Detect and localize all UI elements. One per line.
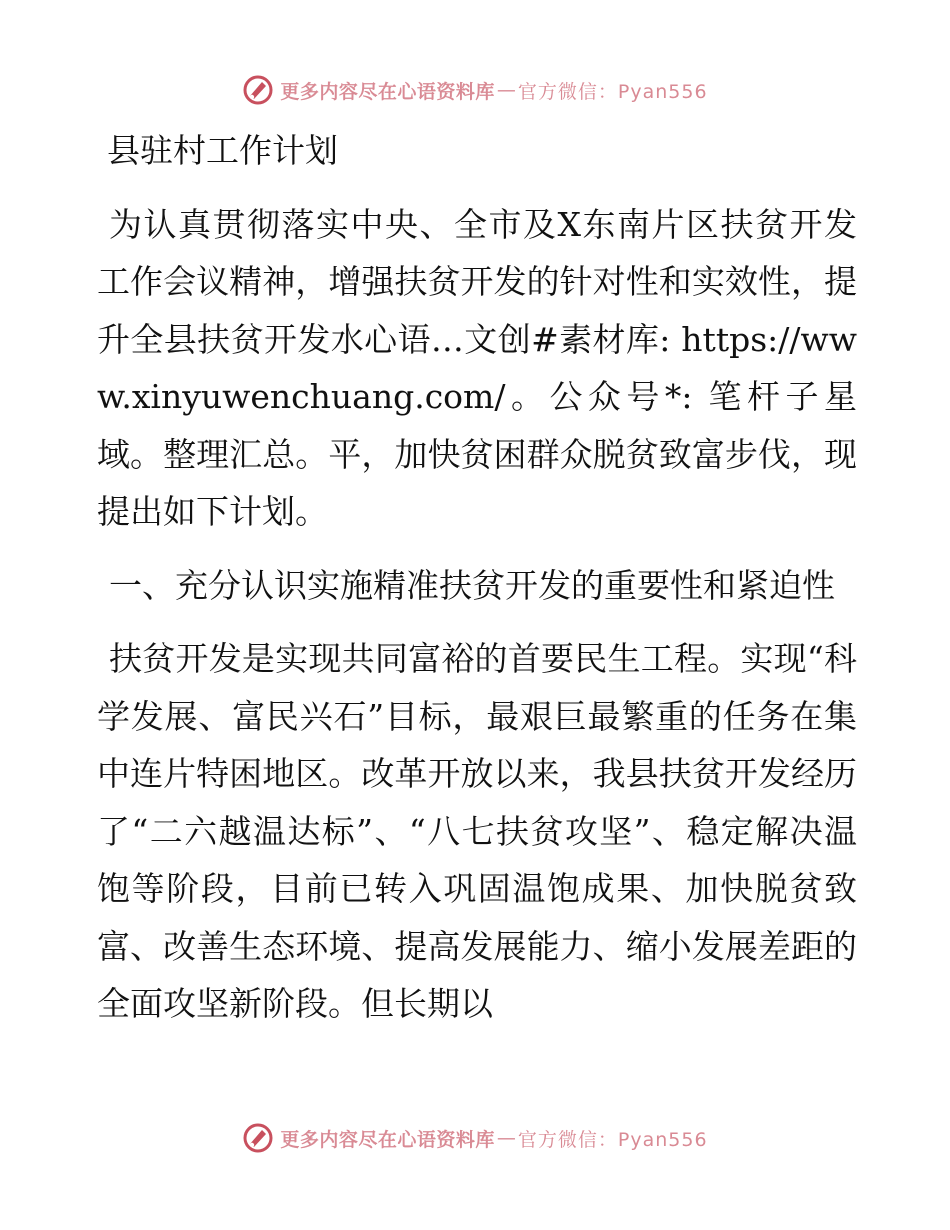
document-title: 县驻村工作计划: [107, 131, 338, 170]
paragraph-intro: 为认真贯彻落实中央、全市及X东南片区扶贫开发工作会议精神，增强扶贫开发的针对性和实效性，提升全县扶贫开发水心语…文创#素材库: https://www.xinyuwenchuang.com/。公众号*: 笔杆子星域。整理汇总。平，加快贫困群众脱贫致富步伐，现提出如下计划。: [97, 204, 857, 531]
banner-wechat: 官方微信：Pyan556: [517, 80, 708, 103]
banner-separator: —: [496, 79, 516, 101]
footer-watermark: [0, 1118, 950, 1158]
logo-icon: [242, 74, 274, 106]
banner-brand: 更多内容尽在心语资料库: [280, 80, 495, 103]
section-heading-1: 一、充分认识实施精准扶贫开发的重要性和紧迫性: [109, 565, 835, 605]
banner-separator: —: [496, 1127, 516, 1149]
paragraph-body: 扶贫开发是实现共同富裕的首要民生工程。实现“科学发展、富民兴石”目标，最艰巨最繁重的任务在集中连片特困地区。改革开放以来，我县扶贫开发经历了“二六越温达标”、“八七扶贫攻坚”、稳定解决温饱等阶段，目前已转入巩固温饱成果、加快脱贫致富、改善生态环境、提高发展能力、缩小发展差距的全面攻坚新阶段。但长期以: [97, 639, 857, 1023]
logo-icon: [242, 1122, 274, 1154]
header-watermark: [0, 70, 950, 110]
banner-wechat: 官方微信：Pyan556: [517, 1128, 708, 1151]
document-body: [97, 122, 857, 1049]
banner-brand: 更多内容尽在心语资料库: [280, 1128, 495, 1151]
